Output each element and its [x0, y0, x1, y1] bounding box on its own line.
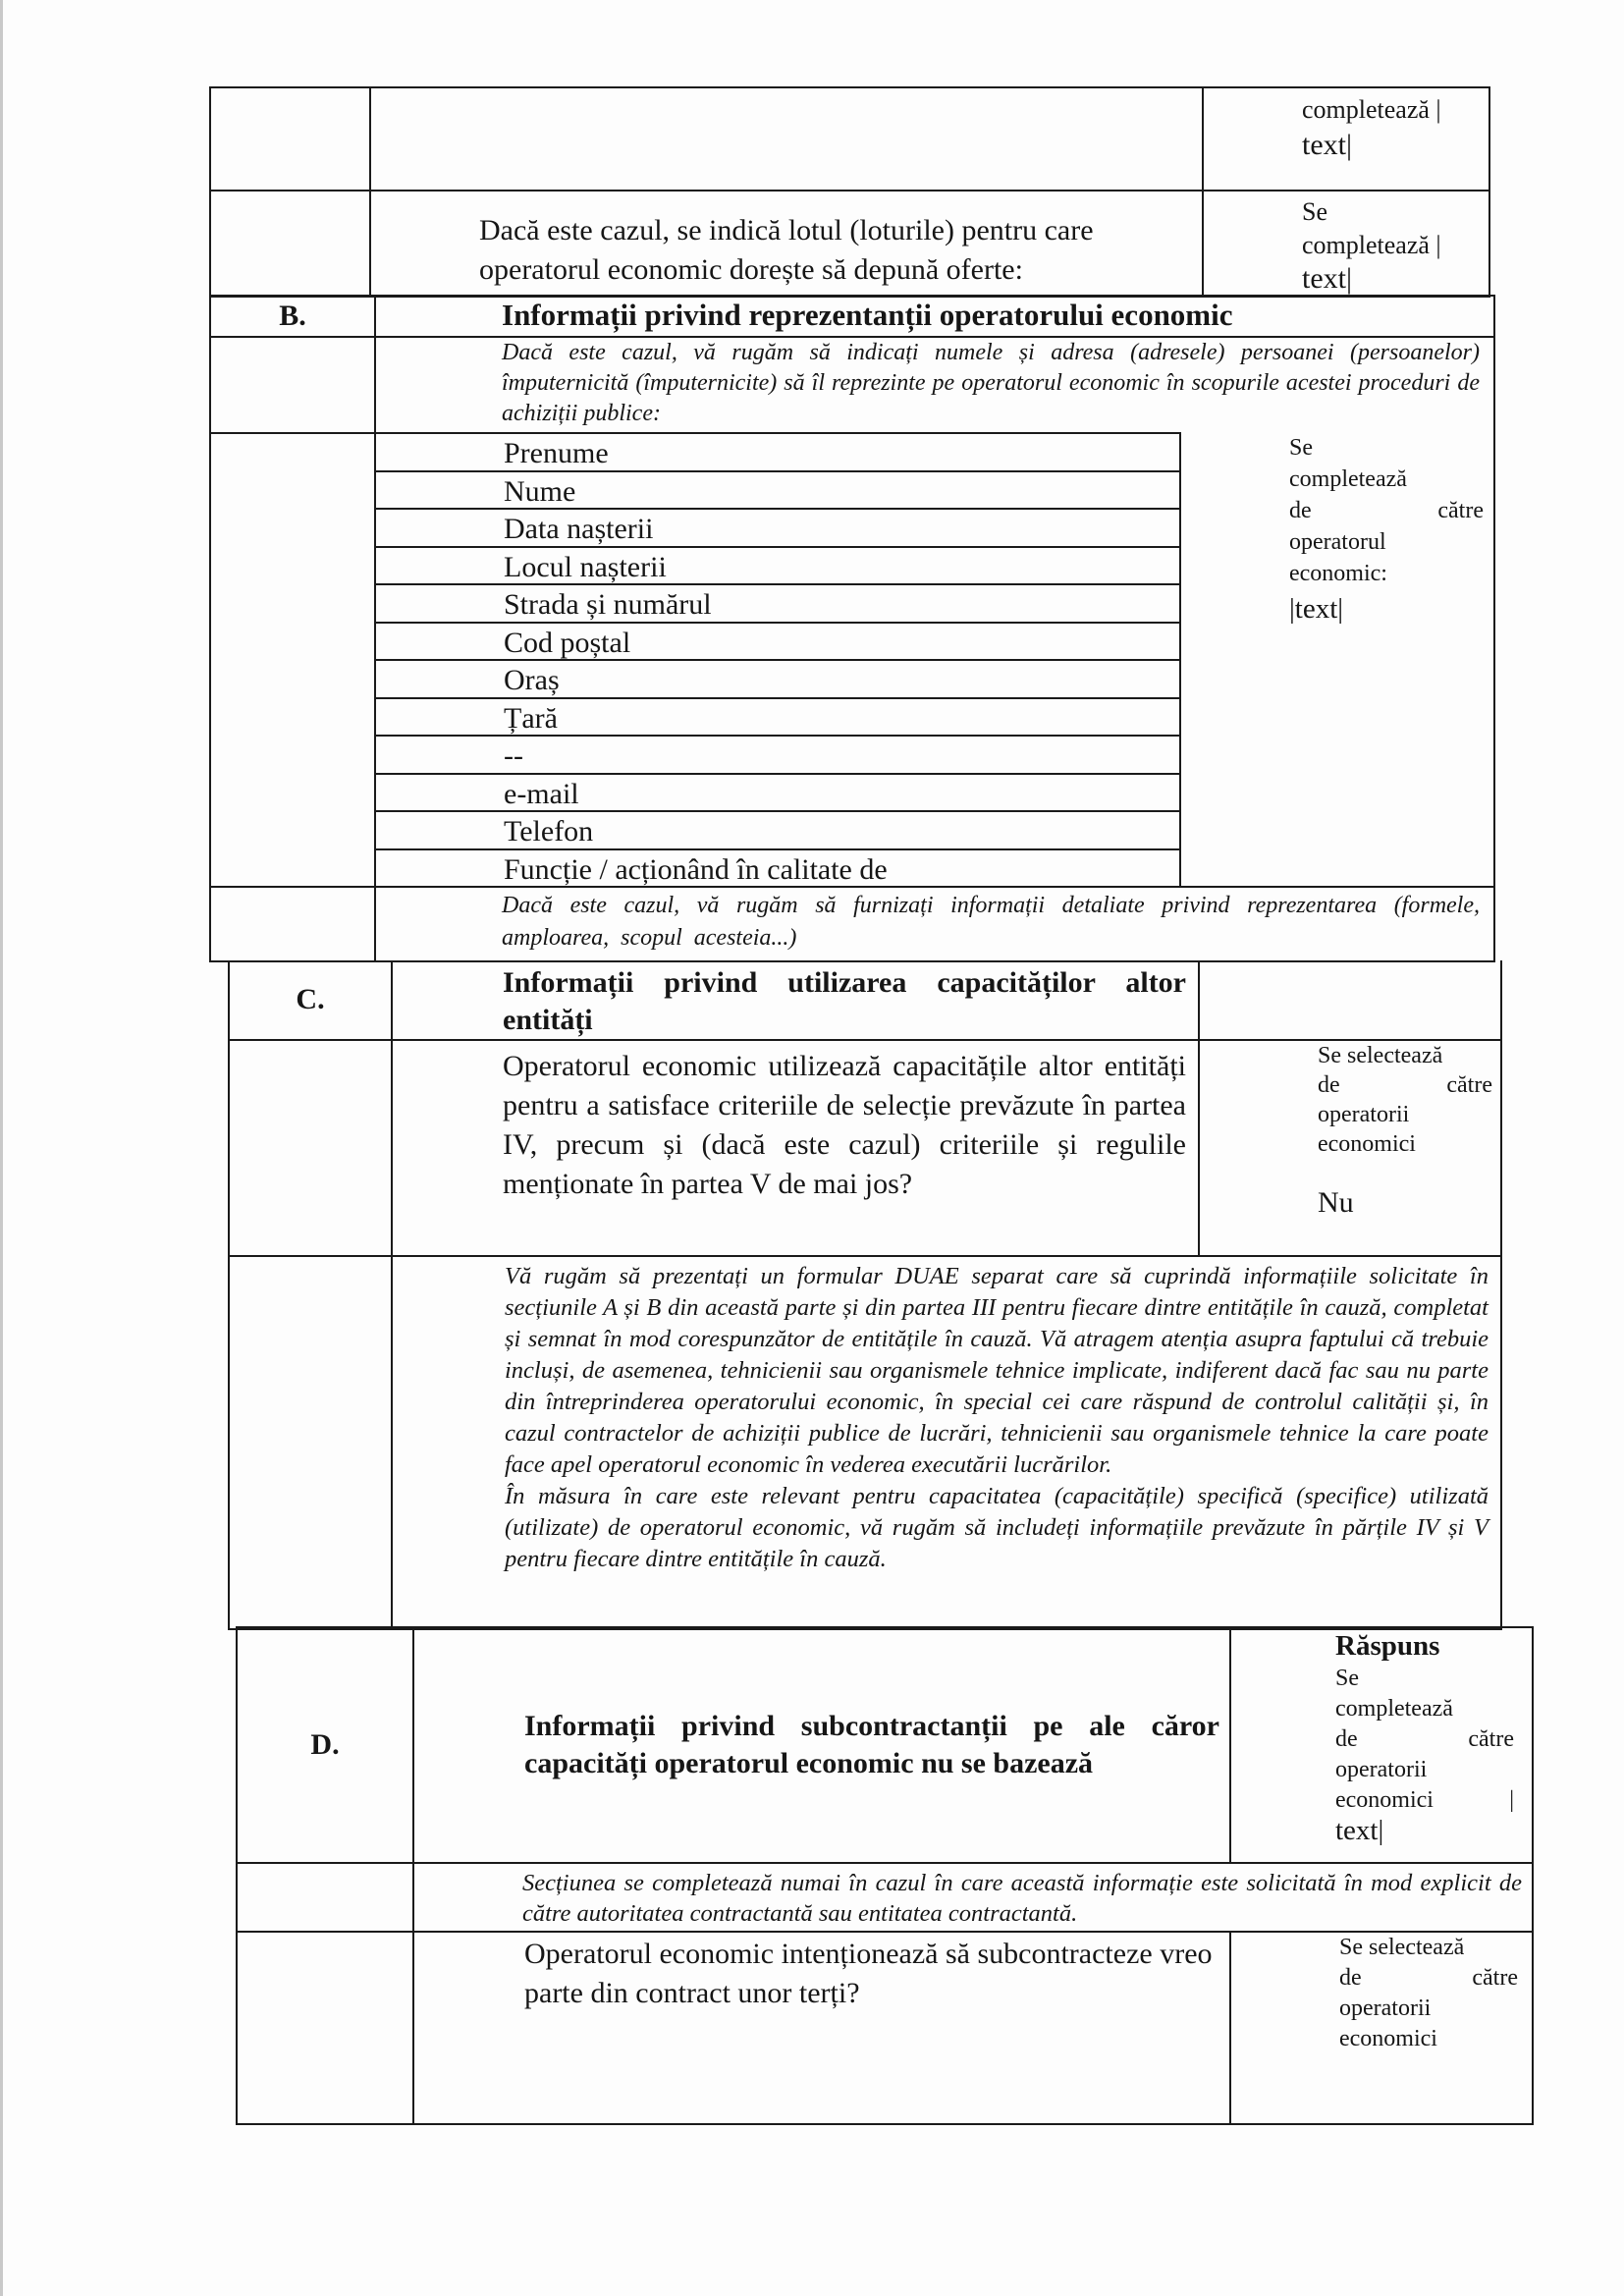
scan-page-edge: [0, 0, 3, 2296]
empty-cell: [1200, 960, 1500, 1039]
section-c-question-row: [230, 1039, 1500, 1255]
empty-cell: [238, 1864, 414, 1931]
field-data-nasterii[interactable]: Data nașterii: [376, 510, 1179, 548]
answer-line: text|: [1302, 262, 1352, 295]
row-code: [211, 191, 371, 298]
answer-line: Se selectează: [1339, 1935, 1465, 1960]
lot-question: Dacă este cazul, se indică lotul (loturile) pentru care operatorul economic dorește să depună oferte:: [479, 214, 1094, 286]
answer-field[interactable]: [1202, 88, 1489, 190]
field-nume[interactable]: Nume: [376, 472, 1179, 511]
answer-value: Nu: [1318, 1186, 1354, 1219]
row-code: [211, 88, 371, 190]
answer-word: de: [1339, 1965, 1362, 1991]
answer-line: economici: [1318, 1131, 1416, 1157]
empty-cell: [211, 338, 376, 432]
section-d-table: [236, 1626, 1534, 2125]
empty-cell: [238, 1933, 414, 2125]
answer-line: [1335, 1724, 1514, 1755]
field-email[interactable]: e-mail: [376, 775, 1179, 813]
answer-field[interactable]: [1202, 191, 1489, 298]
section-title: Informații privind reprezentanții operatorului economic: [502, 298, 1233, 332]
answer-line: economic:: [1289, 561, 1387, 586]
answer-line: [1289, 495, 1484, 526]
answer-line: Se selectează: [1318, 1043, 1443, 1068]
field-cod-postal[interactable]: Cod poștal: [376, 624, 1179, 662]
field-functie[interactable]: Funcție / acționând în calitate de: [504, 852, 888, 886]
section-d-note: Secțiunea se completează numai în cazul în care această informație este solicitată în mod explicit de către autoritatea contractantă sau entitatea contractantă.: [522, 1870, 1522, 1927]
answer-line: [1318, 1070, 1492, 1100]
table-row: [211, 88, 1489, 190]
answer-line: Se: [1289, 435, 1313, 461]
section-c-question: Operatorul economic utilizează capacitățile altor entități pentru a satisface criteriile de selecție prevăzute în partea IV, precum și (dacă este cazul) criteriile și regulile menționate în partea V de mai jos?: [393, 1041, 1200, 1255]
answer-line: completează: [1335, 1696, 1453, 1722]
answer-line: Se: [1302, 197, 1327, 226]
field-separator[interactable]: --: [376, 737, 1179, 775]
field-rows: [211, 432, 1493, 886]
answer-header: Răspuns: [1335, 1630, 1440, 1662]
table-row: [211, 190, 1489, 298]
answer-word: de: [1318, 1072, 1340, 1098]
empty-cell: [211, 888, 376, 962]
section-d-question-answer[interactable]: [1231, 1933, 1532, 2125]
section-b-answer[interactable]: [1181, 432, 1493, 886]
section-title: Informații privind subcontractanții pe ale căror capacități operatorul economic nu se bazează: [524, 1710, 1219, 1779]
answer-word: către: [1468, 1726, 1514, 1752]
answer-word: de: [1289, 498, 1312, 523]
details-note: Dacă este cazul, vă rugăm să furnizați informații detaliate privind reprezentarea (formele, amploarea, scopul acesteia...): [502, 893, 1480, 951]
field-oras[interactable]: Oraș: [376, 661, 1179, 699]
answer-word: către: [1446, 1072, 1492, 1098]
field-telefon[interactable]: Telefon: [376, 812, 1179, 850]
details-note-row: [211, 886, 1493, 962]
field-tara[interactable]: Țară: [376, 699, 1179, 738]
section-c-note: [393, 1257, 1500, 1630]
section-b-intro-row: [211, 336, 1493, 432]
answer-line: completează |: [1302, 95, 1441, 124]
answer-line: completează: [1289, 466, 1407, 492]
answer-line: operatorul: [1289, 529, 1386, 555]
section-title: Informații privind utilizarea capacităților altor entități: [393, 960, 1200, 1039]
empty-cell: [230, 1041, 393, 1255]
field-list: [376, 432, 1181, 886]
answer-line: text|: [1335, 1815, 1384, 1846]
section-code: C.: [230, 960, 393, 1039]
note-paragraph: Vă rugăm să prezentați un formular DUAE separat care să cuprindă informațiile solicitate în secțiunile A și B din această parte și din partea III pentru fiecare dintre entitățile în cauză, completat și semnat în mod corespunzător de entitățile în cauză. Vă atragem atenția asupra faptului că trebuie incluși, de asemenea, tehnicienii sau organismele tehnice implicate, indiferent dacă fac sau nu parte din întreprinderea operatorului economic, în special cei care răspund de controlul calității și, în cazul contractelor de achiziții publice de lucrări, tehnicienii sau organismele tehnice la care poate face apel operatorul economic în vederea executării lucrărilor.: [505, 1263, 1489, 1478]
form-table-top: [209, 86, 1490, 298]
section-c-header: [230, 960, 1500, 1039]
field-locul-nasterii[interactable]: Locul nașterii: [376, 548, 1179, 586]
section-d-question: Operatorul economic intenționează să subcontracteze vreo parte din contract unor terți?: [414, 1933, 1231, 2125]
section-c-answer[interactable]: [1200, 1041, 1500, 1255]
answer-word: de: [1335, 1726, 1358, 1752]
field-strada[interactable]: Strada și numărul: [376, 585, 1179, 624]
section-d-answer[interactable]: [1231, 1628, 1532, 1862]
section-intro: Dacă este cazul, vă rugăm să indicați numele și adresa (adresele) persoanei (persoanelor) împuternicită (împuternicite) să îl reprezinte pe operatorul economic în scopurile acestei proceduri de achiziții publice:: [502, 340, 1480, 426]
section-c-note-row: [230, 1255, 1500, 1630]
answer-line: operatorii: [1318, 1102, 1410, 1127]
section-d-question-row: [238, 1931, 1532, 2125]
answer-line: economici |: [1335, 1787, 1514, 1813]
empty-cell: [211, 432, 376, 886]
answer-line: completează |: [1302, 231, 1441, 259]
note-paragraph: În măsura în care este relevant pentru capacitatea (capacitățile) specifică (specifice) utilizată (utilizate) de operatorul economic, vă rugăm să includeți informațiile prevăzute în părțile IV și V pentru fiecare dintre entitățile în cauză.: [505, 1483, 1489, 1572]
answer-line: |text|: [1289, 593, 1344, 625]
field-prenume[interactable]: Prenume: [376, 434, 1179, 472]
answer-word: către: [1472, 1965, 1518, 1991]
section-c-table: [228, 960, 1502, 1630]
answer-word: către: [1437, 498, 1484, 523]
answer-line: operatorii: [1335, 1757, 1428, 1782]
answer-line: Se: [1335, 1666, 1359, 1691]
section-code: B.: [211, 297, 376, 336]
section-title-cell: [414, 1628, 1231, 1862]
section-d-note-row: [238, 1862, 1532, 1931]
section-b-table: [209, 295, 1495, 962]
answer-line: economici: [1339, 2026, 1437, 2051]
section-d-header: [238, 1628, 1532, 1862]
answer-line: [1339, 1963, 1518, 1994]
row-label: [371, 88, 1202, 190]
answer-line: operatorii: [1339, 1995, 1432, 2021]
empty-cell: [230, 1257, 393, 1630]
answer-line: text|: [1302, 129, 1352, 161]
section-b-header: [211, 297, 1493, 336]
section-code: D.: [238, 1628, 414, 1862]
